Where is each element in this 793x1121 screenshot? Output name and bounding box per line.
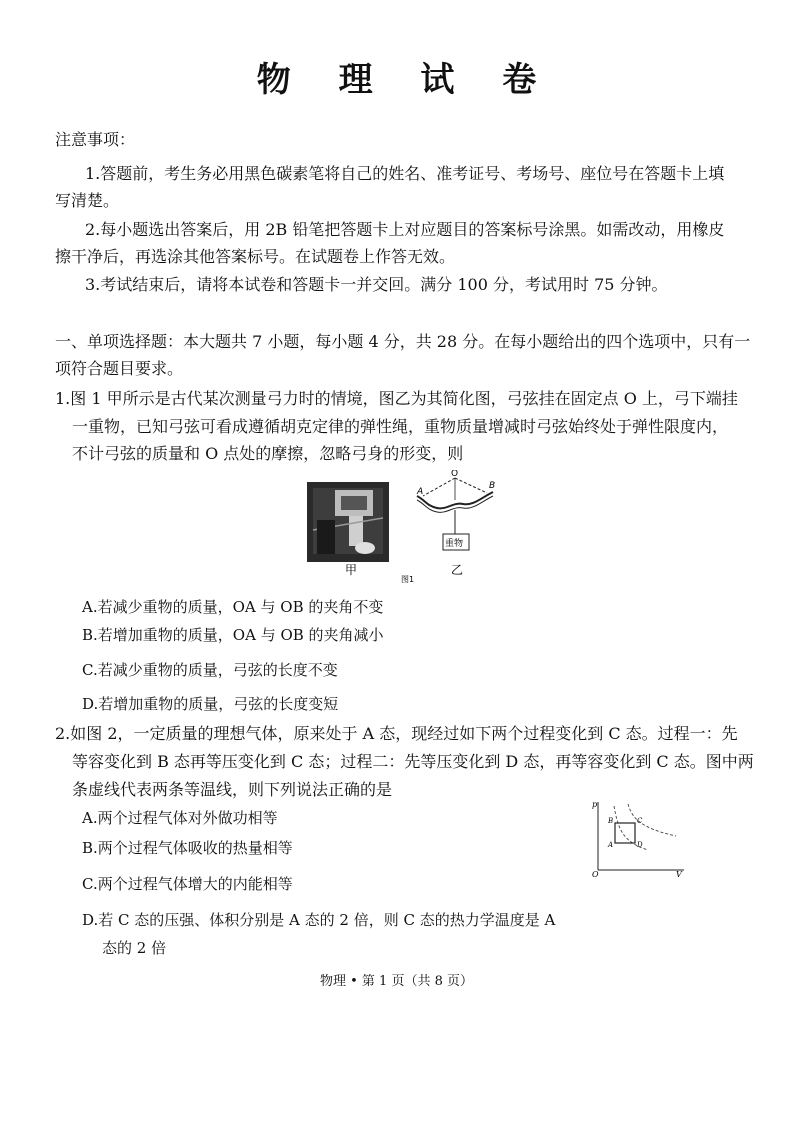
q1-option-a: A.若减少重物的质量，OA 与 OB 的夹角不变 [82, 598, 384, 616]
figure-1 [305, 470, 505, 585]
q2-option-b: B.两个过程气体吸收的热量相等 [82, 839, 293, 857]
figure-1-photo [307, 482, 389, 562]
notice-item-1-line-1: 1.答题前，考生务必用黑色碳素笔将自己的姓名、准考证号、考场号、座位号在答题卡上填 [85, 164, 725, 183]
page-title: 物 理 试 卷 [256, 60, 555, 100]
section-1-line-2: 项符合题目要求。 [55, 359, 184, 378]
figure-2-process-rect [615, 823, 635, 843]
figure-2-axis-v: V [676, 870, 682, 878]
q2-option-a: A.两个过程气体对外做功相等 [82, 809, 278, 827]
q2-option-d-line-1: D.若 C 态的压强、体积分别是 A 态的 2 倍，则 C 态的热力学温度是 A [82, 911, 556, 929]
page-footer: 物理 • 第 1 页（共 8 页） [319, 974, 473, 989]
figure-2-axis-p: p [592, 800, 598, 809]
q1-option-c: C.若减少重物的质量，弓弦的长度不变 [82, 661, 338, 679]
q2-line-1: 2.如图 2，一定质量的理想气体，原来处于 A 态，现经过如下两个过程变化到 C 态。过程一：先 [55, 724, 738, 743]
q1-line-3: 不计弓弦的质量和 O 点处的摩擦，忽略弓身的形变，则 [72, 444, 464, 463]
notice-item-1-line-2: 写清楚。 [55, 191, 120, 210]
figure-1-weight-label: 重物 [445, 539, 464, 549]
figure-1-point-a: A [417, 487, 424, 497]
notice-heading: 注意事项： [55, 130, 136, 149]
notice-item-3: 3.考试结束后，请将本试卷和答题卡一并交回。满分 100 分，考试用时 75 分钟。 [85, 275, 668, 294]
notice-item-2-line-1: 2.每小题选出答案后，用 2B 铅笔把答题卡上对应题目的答案标号涂黑。如需改动，用橡皮 [85, 220, 725, 239]
figure-2-point-c: C [637, 817, 643, 825]
q2-line-2: 等容变化到 B 态再等压变化到 C 态；过程二：先等压变化到 D 态，再等容变化到 C 态。图中两 [72, 752, 754, 771]
section-1-line-1: 一、单项选择题：本大题共 7 小题，每小题 4 分，共 28 分。在每小题给出的四个选项中，只有一 [55, 332, 751, 351]
figure-1-point-b: B [489, 481, 496, 491]
figure-2-point-b: B [608, 817, 614, 825]
figure-1-label-jia: 甲 [345, 563, 358, 577]
figure-2-point-a: A [608, 841, 614, 849]
figure-2-origin: O [592, 870, 599, 878]
figure-1-point-o: O [451, 470, 459, 479]
figure-1-svg [305, 470, 505, 585]
q2-option-d-line-2: 态的 2 倍 [102, 939, 167, 957]
q1-line-1: 1.图 1 甲所示是古代某次测量弓力时的情境，图乙为其简化图，弓弦挂在固定点 O 上，弓下端挂 [55, 389, 738, 408]
figure-2-point-d: D [637, 841, 643, 849]
q1-option-b: B.若增加重物的质量，OA 与 OB 的夹角减小 [82, 626, 384, 644]
figure-1-caption: 图1 [401, 575, 415, 584]
q1-option-d: D.若增加重物的质量，弓弦的长度变短 [82, 695, 339, 713]
figure-2 [588, 798, 688, 878]
q1-line-2: 一重物，已知弓弦可看成遵循胡克定律的弹性绳，重物质量增减时弓弦始终处于弹性限度内， [72, 417, 729, 436]
figure-1-label-yi: 乙 [451, 563, 464, 577]
q2-option-c: C.两个过程气体增大的内能相等 [82, 875, 293, 893]
notice-item-2-line-2: 擦干净后，再选涂其他答案标号。在试题卷上作答无效。 [55, 247, 456, 266]
q2-line-3: 条虚线代表两条等温线，则下列说法正确的是 [72, 780, 393, 799]
figure-2-pv-diagram [588, 798, 688, 878]
